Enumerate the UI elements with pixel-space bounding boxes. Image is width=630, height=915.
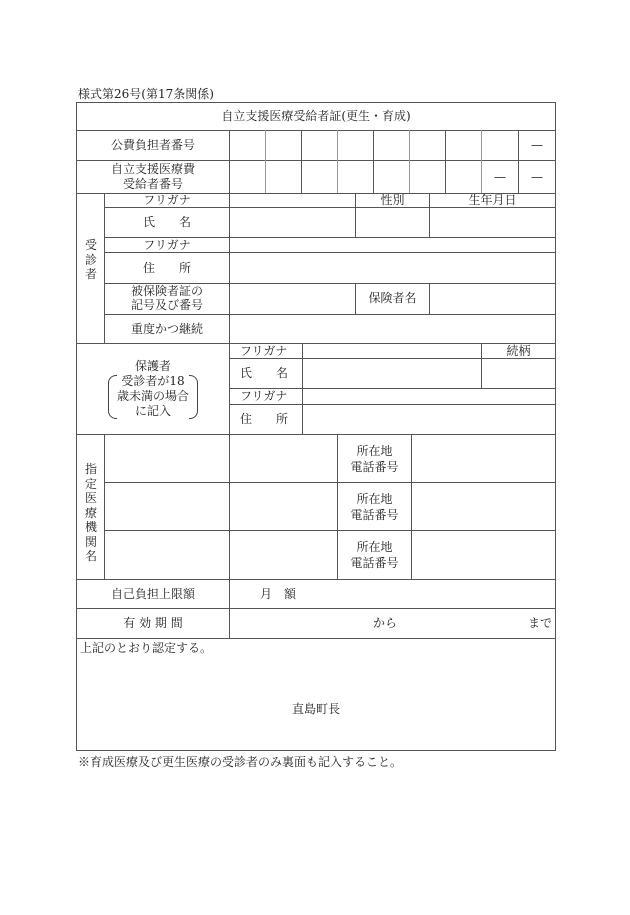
institution-3-phone: 電話番号 <box>350 556 399 570</box>
rule <box>301 130 302 193</box>
guardian-name-label: 氏 名 <box>240 366 289 380</box>
public-payer-label: 公費負担者番号 <box>110 138 195 152</box>
patient-name-label: 氏 名 <box>142 215 191 229</box>
institution-1-location: 所在地 <box>356 444 393 458</box>
limit-label: 自己負担上限額 <box>110 587 195 601</box>
validity-to: まで <box>528 616 553 630</box>
rule <box>76 608 556 609</box>
rule <box>373 130 374 193</box>
limit-monthly-label: 月 額 <box>260 587 297 601</box>
certify-text: 上記のとおり認定する。 <box>80 641 213 655</box>
rule <box>229 404 556 405</box>
form-border-top <box>76 102 556 103</box>
rule <box>104 314 556 315</box>
guardian-address-label: 住 所 <box>240 412 289 426</box>
rule <box>104 252 556 253</box>
institution-section-label: 指定医療機関名 <box>84 462 97 563</box>
patient-gender-label: 性別 <box>380 193 405 207</box>
rule <box>76 130 556 131</box>
rule <box>229 193 230 343</box>
rule <box>409 130 410 193</box>
guardian-note-2: 歳未満の場合 <box>116 389 189 403</box>
institution-3-location: 所在地 <box>356 540 393 554</box>
rule <box>76 434 556 435</box>
rule <box>265 130 266 193</box>
rule <box>76 160 556 161</box>
rule <box>411 434 412 579</box>
form-border-bottom <box>76 750 556 751</box>
rule <box>429 283 430 314</box>
institution-2-location: 所在地 <box>356 492 393 506</box>
recipient-label-1: 自立支援医療費 <box>110 162 195 176</box>
rule <box>104 482 556 483</box>
rule <box>104 530 556 531</box>
recipient-label-2: 受給者番号 <box>122 177 183 191</box>
rule <box>445 130 446 193</box>
form-number: 様式第26号(第17条関係) <box>78 87 214 101</box>
patient-address-label: 住 所 <box>142 261 191 275</box>
rule <box>104 434 105 579</box>
rule <box>229 358 556 359</box>
institution-2-phone: 電話番号 <box>350 508 399 522</box>
guardian-furigana-label: フリガナ <box>240 344 288 358</box>
mayor-label: 直島町長 <box>291 702 340 716</box>
rule <box>76 579 556 580</box>
insurance-label-1: 被保険者証の <box>130 284 203 298</box>
paren-right <box>189 375 198 419</box>
validity-label: 有 効 期 間 <box>123 616 183 630</box>
recipient-dash-2: — <box>531 170 543 184</box>
validity-from: から <box>373 616 398 630</box>
severe-label: 重度かつ継続 <box>130 322 203 336</box>
institution-1-phone: 電話番号 <box>350 460 399 474</box>
patient-furigana2-label: フリガナ <box>143 238 191 252</box>
form-border-right <box>555 102 556 751</box>
paren-left <box>108 375 117 419</box>
rule <box>76 638 556 639</box>
rule <box>229 130 230 193</box>
patient-furigana-label: フリガナ <box>143 193 191 207</box>
form-title: 自立支援医療受給者証(更生・育成) <box>221 109 411 123</box>
recipient-dash-1: — <box>494 170 506 184</box>
guardian-label: 保護者 <box>134 359 171 373</box>
footnote: ※育成医療及び更生医療の受診者のみ裏面も記入すること。 <box>78 755 403 769</box>
rule <box>229 434 230 579</box>
guardian-furigana2-label: フリガナ <box>240 389 288 403</box>
rule <box>337 130 338 193</box>
patient-birthdate-label: 生年月日 <box>468 193 517 207</box>
public-payer-dash: — <box>531 138 543 152</box>
insurer-label: 保険者名 <box>368 291 417 305</box>
rule <box>104 207 556 208</box>
insurance-label-2: 記号及び番号 <box>130 298 203 312</box>
patient-section-label: 受診者 <box>84 238 97 281</box>
guardian-relation-label: 続柄 <box>506 344 531 358</box>
form-border-left <box>76 102 77 751</box>
guardian-note-1: 受診者が18 <box>121 374 185 388</box>
guardian-note-3: に記入 <box>134 404 171 418</box>
